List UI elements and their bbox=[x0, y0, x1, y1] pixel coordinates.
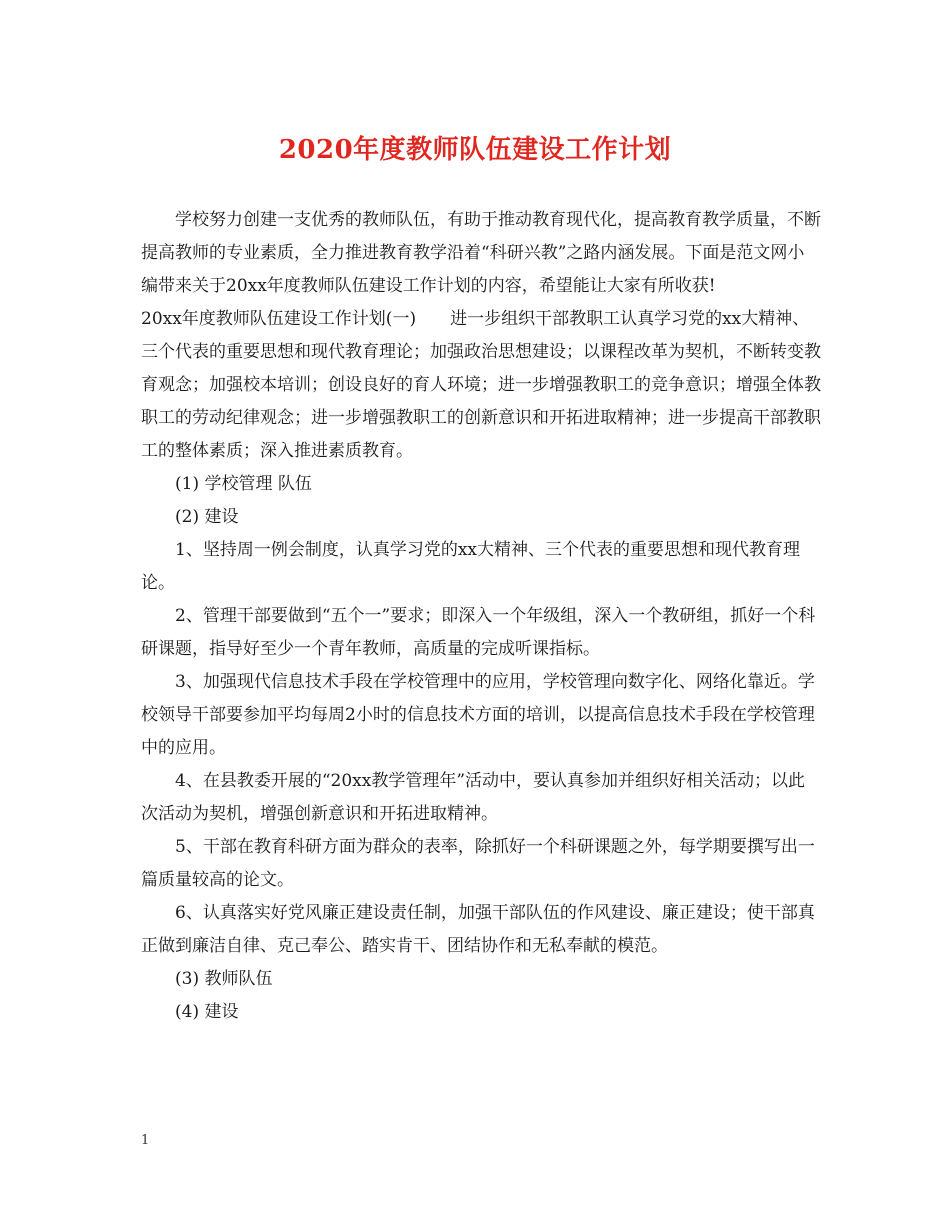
section-heading: (1) 学校管理 队伍 bbox=[175, 474, 312, 494]
plan-paragraph bbox=[141, 303, 821, 468]
document-body bbox=[141, 204, 821, 1029]
list-item: 2、管理干部要做到“五个一”要求；即深入一个年级组，深入一个教研组，抓好一个科研课题，指导好至少一个青年教师，高质量的完成听课指标。 bbox=[141, 606, 816, 659]
list-item: 4、在县教委开展的“20xx教学管理年”活动中，要认真参加并组织好相关活动；以此次活动为契机，增强创新意识和开拓进取精神。 bbox=[141, 771, 806, 824]
list-item: 3、加强现代信息技术手段在学校管理中的应用，学校管理向数字化、网络化靠近。学校领导干部要参加平均每周2小时的信息技术方面的培训，以提高信息技术手段在学校管理中的应用。 bbox=[141, 672, 815, 758]
plan-intro: 进一步组织干部教职工认真学习党的xx大精神、三个代表的重要思想和现代教育理论；加强政治思想建设；以课程改革为契机，不断转变教育观念；加强校本培训；创设良好的育人环境；进一步增强教职工的竞争意识；增强全体教职工的劳动纪律观念；进一步增强教职工的创新意识和开拓进取精神；进一步提高干部教职工的整体素质；深入推进素质教育。 bbox=[141, 309, 821, 461]
section-heading: (3) 教师队伍 bbox=[175, 969, 273, 989]
list-item: 1、坚持周一例会制度，认真学习党的xx大精神、三个代表的重要思想和现代教育理论。 bbox=[141, 540, 800, 593]
list-item: 6、认真落实好党风廉正建设责任制，加强干部队伍的作风建设、廉正建设；使干部真正做到廉洁自律、克己奉公、踏实肯干、团结协作和无私奉献的模范。 bbox=[141, 903, 815, 956]
section-heading: (4) 建设 bbox=[175, 1002, 239, 1022]
section-heading: (2) 建设 bbox=[175, 507, 239, 527]
page-number: 1 bbox=[141, 1133, 150, 1148]
plan-title: 20xx年度教师队伍建设工作计划(一) bbox=[141, 309, 417, 329]
intro-paragraph: 学校努力创建一支优秀的教师队伍，有助于推动教育现代化，提高教育教学质量，不断提高教师的专业素质，全力推进教育教学沿着“科研兴教”之路内涵发展。下面是范文网小编带来关于20xx年度教师队伍建设工作计划的内容，希望能让大家有所收获! bbox=[141, 210, 821, 296]
document-title: 2020年度教师队伍建设工作计划 bbox=[278, 135, 672, 165]
list-item: 5、干部在教育科研方面为群众的表率，除抓好一个科研课题之外，每学期要撰写出一篇质量较高的论文。 bbox=[141, 837, 815, 890]
